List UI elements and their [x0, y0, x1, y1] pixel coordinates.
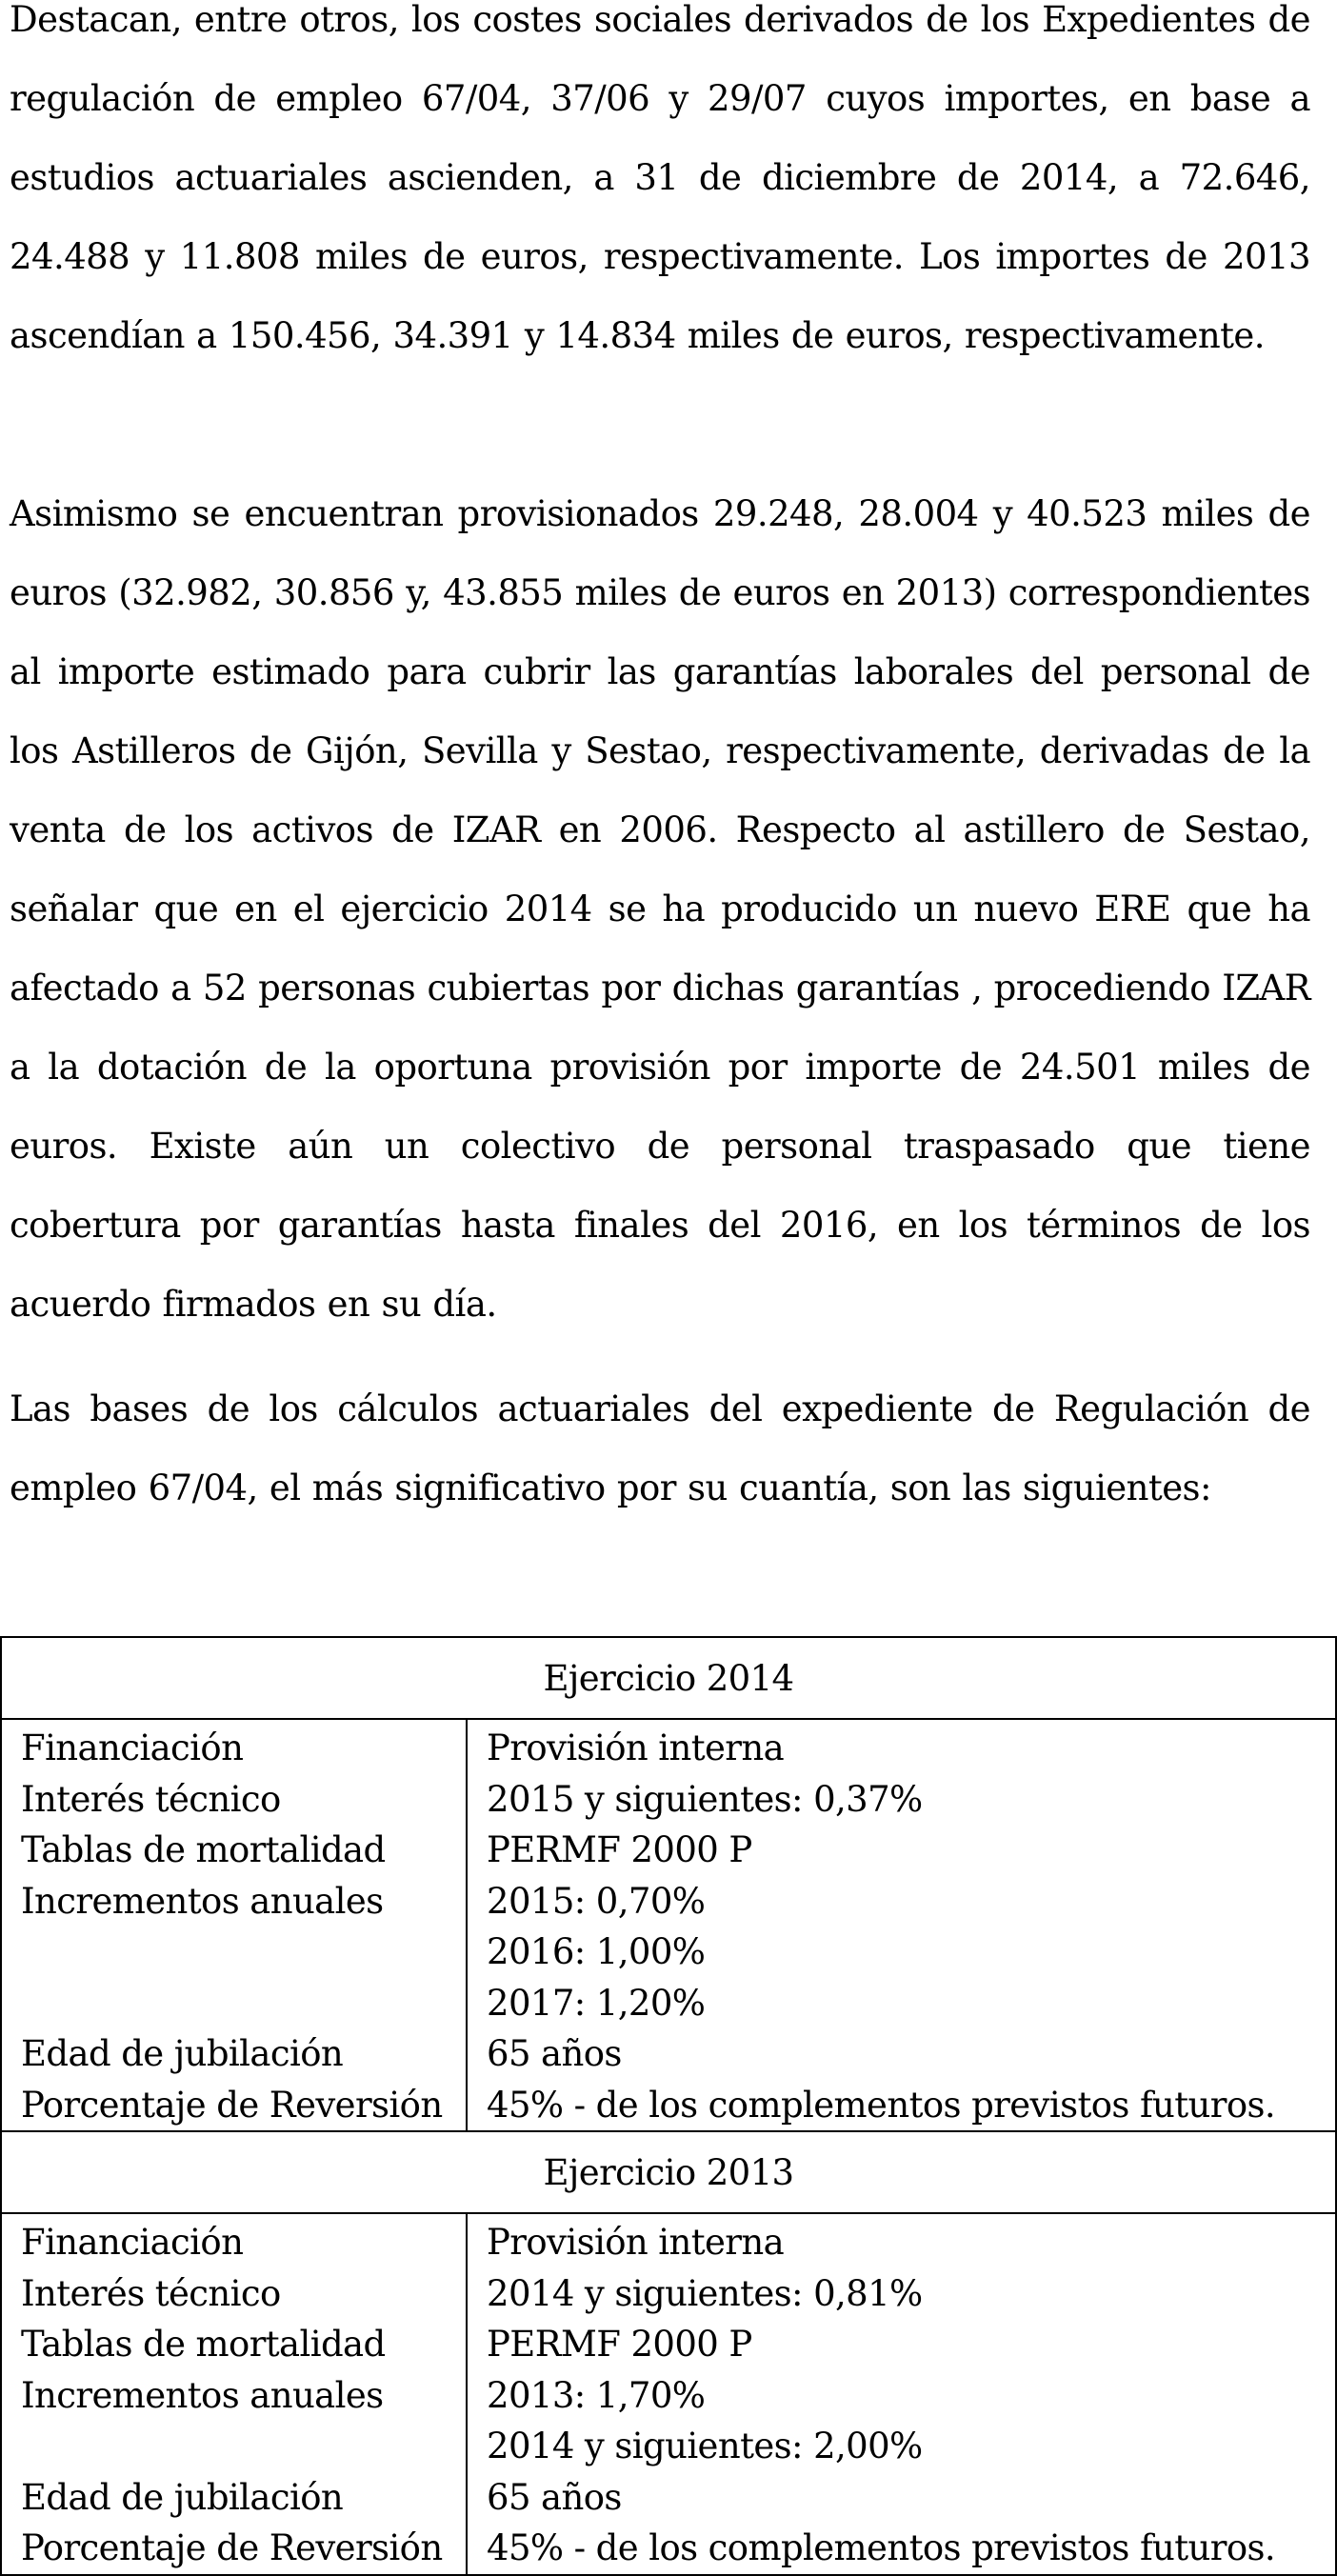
label-incrementos-anuales: Incrementos anuales	[21, 1880, 384, 1922]
label-incrementos-anuales: Incrementos anuales	[21, 2374, 384, 2416]
value-porcentaje-reversion: 45% - de los complementos previstos futuros.	[487, 2084, 1276, 2126]
values-column	[467, 2213, 1336, 2575]
label-interes-tecnico: Interés técnico	[21, 2272, 281, 2314]
value-incremento-2017: 2017: 1,20%	[487, 1982, 706, 2024]
label-empty	[21, 1927, 466, 1978]
label-empty	[21, 1978, 466, 2029]
value-edad-jubilacion: 65 años	[487, 2476, 622, 2518]
values-column	[467, 1719, 1336, 2131]
value-incremento-2016: 2016: 1,00%	[487, 1931, 706, 1972]
label-edad-jubilacion: Edad de jubilación	[21, 2476, 344, 2518]
actuarial-bases-table-container	[0, 1636, 1337, 2568]
value-interes-tecnico: 2014 y siguientes: 0,81%	[487, 2272, 923, 2314]
section-header-2013	[1, 2131, 1336, 2213]
value-interes-tecnico: 2015 y siguientes: 0,37%	[487, 1778, 923, 1820]
value-incremento-2014: 2014 y siguientes: 2,00%	[487, 2426, 923, 2466]
label-porcentaje-reversion: Porcentaje de Reversión	[21, 2527, 443, 2568]
value-incremento-2015: 2015: 0,70%	[487, 1880, 706, 1922]
label-financiacion: Financiación	[21, 2222, 244, 2263]
label-edad-jubilacion: Edad de jubilación	[21, 2033, 344, 2074]
value-financiacion: Provisión interna	[487, 2222, 785, 2263]
labels-column	[1, 2213, 467, 2575]
section-body-2013	[1, 2213, 1336, 2575]
labels-column	[1, 1719, 467, 2131]
paragraph-ere-costs: Destacan, entre otros, los costes sociales derivados de los Expedientes de regulación de empleo 67/04, 37/06 y 29/07 cuyos importes, en base a estudios actuariales ascienden, a 31 de diciembre de 2014, a 72.646, 24.488 y 11.808 miles de euros, respectivamente. Los importes de 2013 ascendían a 150.456, 34.391 y 14.834 miles de euros, respectivamente.	[10, 0, 1310, 356]
section-body-2014	[1, 1719, 1336, 2131]
paragraph-labor-guarantees: Asimismo se encuentran provisionados 29.248, 28.004 y 40.523 miles de euros (32.982, 30.856 y, 43.855 miles de euros en 2013) correspondientes al importe estimado para cubrir las garantías laborales del personal de los Astilleros de Gijón, Sevilla y Sestao, respectivamente, derivadas de la venta de los activos de IZAR en 2006. Respecto al astillero de Sestao, señalar que en el ejercicio 2014 se ha producido un nuevo ERE que ha afectado a 52 personas cubiertas por dichas garantías , procediendo IZAR a la dotación de la oportuna provisión por importe de 24.501 miles de euros. Existe aún un colectivo de personal traspasado que tiene cobertura por garantías hasta finales del 2016, en los términos de los acuerdo firmados en su día.	[10, 493, 1310, 1325]
section-header-2014	[1, 1637, 1336, 1719]
actuarial-bases-table	[0, 1636, 1337, 2576]
label-tablas-mortalidad: Tablas de mortalidad	[21, 1829, 386, 1870]
value-edad-jubilacion: 65 años	[487, 2033, 622, 2074]
value-tablas-mortalidad: PERMF 2000 P	[487, 1829, 752, 1870]
section-title: Ejercicio 2013	[1, 2131, 1336, 2213]
label-interes-tecnico: Interés técnico	[21, 1778, 281, 1820]
label-porcentaje-reversion: Porcentaje de Reversión	[21, 2084, 443, 2126]
label-tablas-mortalidad: Tablas de mortalidad	[21, 2324, 386, 2365]
label-empty	[21, 2421, 466, 2472]
label-financiacion: Financiación	[21, 1727, 244, 1768]
section-title: Ejercicio 2014	[1, 1637, 1336, 1719]
value-porcentaje-reversion: 45% - de los complementos previstos futuros.	[487, 2527, 1276, 2568]
value-tablas-mortalidad: PERMF 2000 P	[487, 2324, 752, 2365]
paragraph-actuarial-intro: Las bases de los cálculos actuariales del expediente de Regulación de empleo 67/04, el más significativo por su cuantía, son las siguientes:	[10, 1388, 1310, 1508]
value-financiacion: Provisión interna	[487, 1727, 785, 1768]
value-incremento-2013: 2013: 1,70%	[487, 2374, 706, 2416]
